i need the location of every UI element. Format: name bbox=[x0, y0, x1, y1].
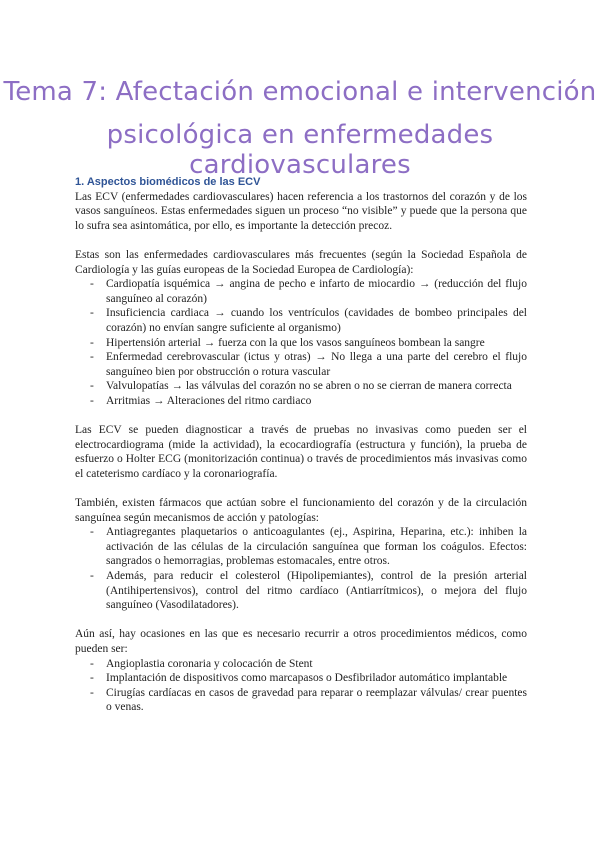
procedures-intro-paragraph: Aún así, hay ocasiones en las que es necesario recurrir a otros procedimientos médicos, como pueden ser: bbox=[75, 628, 527, 655]
diseases-list bbox=[75, 277, 527, 408]
list-item: - Cirugías cardíacas en casos de gravedad para reparar o reemplazar válvulas/ crear puentes o venas. bbox=[90, 686, 527, 714]
diseases-intro-paragraph: Estas son las enfermedades cardiovasculares más frecuentes (según la Sociedad Española de Cardiología y las guías europeas de la Sociedad Europea de Cardiología): bbox=[75, 248, 527, 276]
document-body bbox=[75, 175, 527, 715]
list-item: - Insuficiencia cardiaca → cuando los ventrículos (cavidades de bombeo principales del corazón) no envían sangre suficiente al organismo) bbox=[90, 307, 527, 334]
list-item: - Angioplastia coronaria y colocación de Stent bbox=[90, 657, 313, 670]
page-title-line-2: psicológica en enfermedades cardiovasculares bbox=[106, 120, 494, 180]
list-item: - Enfermedad cerebrovascular (ictus y otras) → No llega a una parte del cerebro el flujo sanguíneo bien por obstrucción o rotura vascular bbox=[90, 351, 527, 378]
drugs-intro-paragraph: También, existen fármacos que actúan sobre el funcionamiento del corazón y de la circulación sanguínea según mecanismos de acción y patologías: bbox=[75, 497, 527, 524]
list-item: - Valvulopatías → las válvulas del corazón no se abren o no se cierran de manera correcta bbox=[90, 380, 512, 393]
procedures-list bbox=[75, 657, 527, 715]
diagnosis-paragraph: Las ECV se pueden diagnosticar a través de pruebas no invasivas como pueden ser el electrocardiograma (mide la actividad), la ecocardiografía (estructura y función), la prueba de esfuerzo o Holter ECG (monitorización continua) o través de procedimientos más invasivas como el cateterismo cardíaco y la coronariografía. bbox=[75, 424, 527, 480]
intro-paragraph: Las ECV (enfermedades cardiovasculares) hacen referencia a los trastornos del corazón y de los vasos sanguíneos. Estas enfermedades siguen un proceso “no visible” y puede que la persona que lo sufra sea asintomática, por ello, es importante la detección precoz. bbox=[75, 190, 527, 232]
list-item: - Cardiopatía isquémica → angina de pecho e infarto de miocardio → (reducción del flujo sanguíneo al corazón) bbox=[90, 278, 527, 305]
list-item: - Además, para reducir el colesterol (Hipolipemiantes), control de la presión arterial (Antihipertensivos), control del ritmo cardíaco (Antiarrítmicos), o mejora del flujo sanguíneo (Vasodilatadores). bbox=[90, 570, 527, 612]
list-item: - Hipertensión arterial → fuerza con la que los vasos sanguíneos bombean la sangre bbox=[90, 336, 485, 349]
list-item: - Antiagregantes plaquetarios o anticoagulantes (ej., Aspirina, Heparina, etc.): inhiben la activación de las células de la circulación sanguínea que forman los coágulos. Efectos: sangrados o hemorragias, problemas estomacales, entre otros. bbox=[90, 526, 527, 568]
page-title-line-1: Tema 7: Afectación emocional e intervención bbox=[3, 77, 597, 107]
drugs-list bbox=[75, 525, 527, 613]
list-item: - Implantación de dispositivos como marcapasos o Desfibrilador automático implantable bbox=[90, 672, 508, 685]
section-heading: 1. Aspectos biomédicos de las ECV bbox=[75, 176, 261, 188]
list-item: - Arritmias → Alteraciones del ritmo cardiaco bbox=[90, 394, 312, 407]
